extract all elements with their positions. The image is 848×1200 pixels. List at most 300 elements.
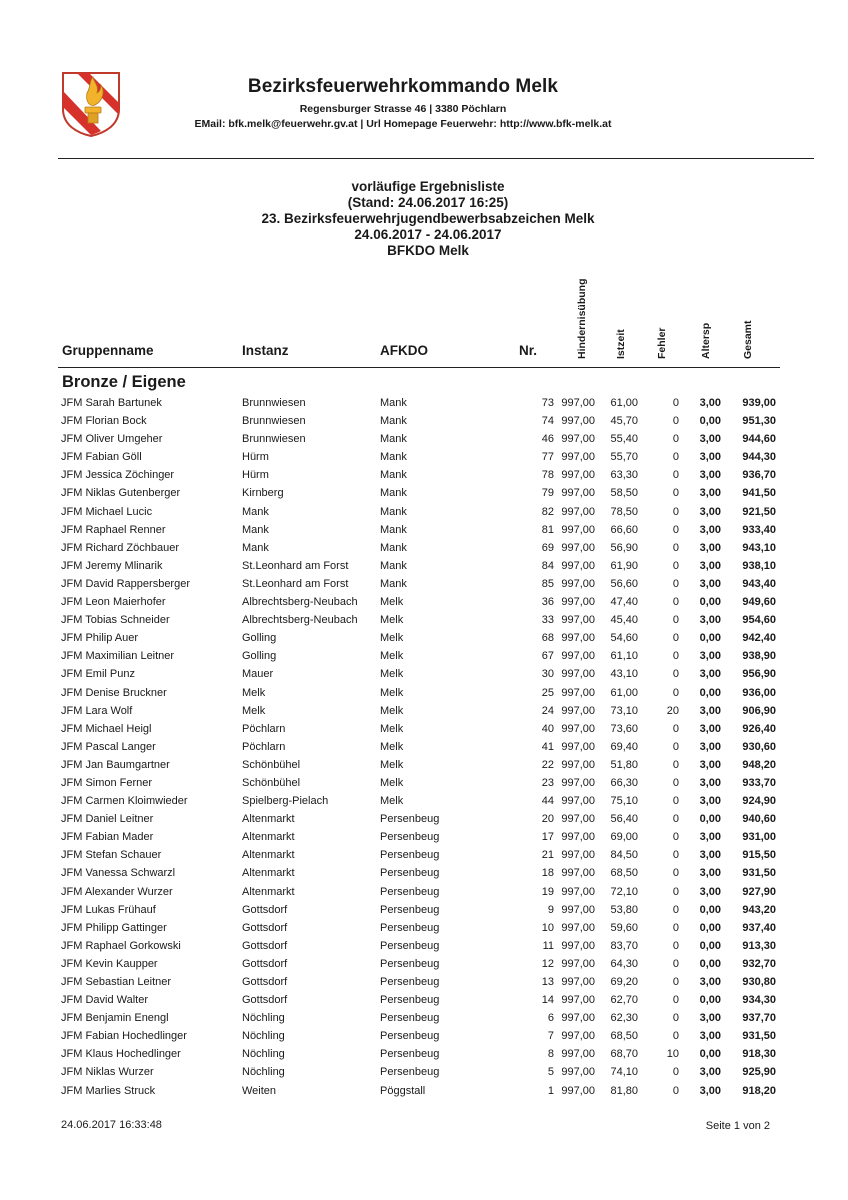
hindernis-value: 997,00 [561, 849, 595, 862]
table-row [0, 974, 848, 992]
participant-nr: 69 [541, 541, 554, 554]
participant-name: JFM Daniel Leitner [61, 813, 154, 826]
istzeit-value: 62,70 [610, 994, 638, 1007]
table-row [0, 1028, 848, 1046]
table-row [0, 467, 848, 485]
table-row [0, 449, 848, 467]
participant-afkdo: Persenbeug [380, 903, 440, 916]
participant-afkdo: Persenbeug [380, 1030, 440, 1043]
altersp-value: 0,00 [699, 813, 721, 826]
table-row [0, 865, 848, 883]
gesamt-value: 936,00 [742, 686, 776, 699]
istzeit-value: 69,40 [610, 740, 638, 753]
participant-instanz: Brunnwiesen [242, 415, 306, 428]
gesamt-value: 925,90 [742, 1066, 776, 1079]
istzeit-value: 63,30 [610, 469, 638, 482]
participant-nr: 8 [547, 1048, 554, 1061]
table-row [0, 829, 848, 847]
altersp-value: 3,00 [699, 867, 721, 880]
participant-name: JFM Tobias Schneider [61, 614, 170, 627]
altersp-value: 0,00 [699, 415, 721, 428]
table-row [0, 612, 848, 630]
hindernis-value: 997,00 [561, 939, 595, 952]
altersp-value: 3,00 [699, 487, 721, 500]
participant-instanz: Albrechtsberg-Neubach [242, 596, 358, 609]
hindernis-value: 997,00 [561, 740, 595, 753]
gesamt-value: 943,20 [742, 903, 776, 916]
istzeit-value: 83,70 [610, 939, 638, 952]
table-row [0, 703, 848, 721]
altersp-value: 0,00 [699, 596, 721, 609]
participant-afkdo: Melk [380, 722, 404, 735]
altersp-value: 0,00 [699, 632, 721, 645]
gesamt-value: 930,80 [742, 976, 776, 988]
participant-instanz: Altenmarkt [242, 849, 295, 862]
hindernis-value: 997,00 [561, 776, 595, 789]
fehler-value: 0 [672, 1066, 679, 1079]
fehler-value: 0 [672, 415, 679, 428]
altersp-value: 3,00 [699, 523, 721, 536]
hindernis-value: 997,00 [561, 957, 595, 970]
istzeit-value: 68,50 [610, 1030, 638, 1043]
hindernis-value: 997,00 [561, 921, 595, 934]
report-event-line: 23. Bezirksfeuerwehrjugendbewerbsabzeichen Melk [261, 211, 595, 226]
istzeit-value: 53,80 [610, 903, 638, 916]
altersp-value: 3,00 [699, 885, 721, 898]
istzeit-value: 55,40 [610, 433, 638, 446]
participant-name: JFM Jan Baumgartner [61, 758, 170, 771]
istzeit-value: 45,70 [610, 415, 638, 428]
altersp-value: 3,00 [699, 1030, 721, 1043]
altersp-value: 3,00 [699, 849, 721, 862]
table-row [0, 522, 848, 540]
participant-nr: 23 [541, 776, 554, 789]
participant-nr: 5 [547, 1066, 554, 1079]
participant-instanz: Gottsdorf [242, 957, 288, 970]
hindernis-value: 997,00 [561, 976, 595, 988]
table-row [0, 630, 848, 648]
participant-afkdo: Persenbeug [380, 813, 440, 826]
hindernis-value: 997,00 [561, 704, 595, 717]
istzeit-value: 61,00 [610, 397, 638, 409]
istzeit-value: 54,60 [610, 632, 638, 645]
participant-afkdo: Persenbeug [380, 885, 440, 898]
istzeit-value: 58,50 [610, 487, 638, 500]
gesamt-value: 906,90 [742, 704, 776, 717]
hindernis-value: 997,00 [561, 487, 595, 500]
participant-instanz: Nöchling [242, 1048, 285, 1061]
gesamt-value: 915,50 [742, 849, 776, 862]
istzeit-value: 56,40 [610, 813, 638, 826]
participant-afkdo: Persenbeug [380, 1012, 440, 1025]
gesamt-value: 938,90 [742, 650, 776, 663]
fehler-value: 0 [672, 994, 679, 1007]
gesamt-value: 938,10 [742, 559, 776, 572]
participant-afkdo: Melk [380, 596, 404, 609]
fehler-value: 0 [672, 813, 679, 826]
participant-nr: 21 [541, 849, 554, 862]
participant-instanz: Gottsdorf [242, 976, 288, 988]
participant-afkdo: Mank [380, 541, 407, 554]
fehler-value: 0 [672, 451, 679, 464]
gesamt-value: 931,50 [742, 867, 776, 880]
participant-instanz: Gottsdorf [242, 903, 288, 916]
istzeit-value: 64,30 [610, 957, 638, 970]
altersp-value: 3,00 [699, 1012, 721, 1025]
fehler-value: 0 [672, 469, 679, 482]
gesamt-value: 933,40 [742, 523, 776, 536]
table-row [0, 811, 848, 829]
gesamt-value: 930,60 [742, 740, 776, 753]
altersp-value: 3,00 [699, 559, 721, 572]
istzeit-value: 74,10 [610, 1066, 638, 1079]
fehler-value: 10 [666, 1048, 679, 1061]
altersp-value: 0,00 [699, 994, 721, 1007]
participant-nr: 19 [541, 885, 554, 898]
participant-instanz: Melk [242, 686, 266, 699]
fire-brigade-emblem-icon [61, 71, 121, 137]
fehler-value: 0 [672, 559, 679, 572]
fehler-value: 0 [672, 433, 679, 446]
altersp-value: 3,00 [699, 722, 721, 735]
participant-afkdo: Melk [380, 632, 404, 645]
gesamt-value: 931,50 [742, 1030, 776, 1043]
fehler-value: 0 [672, 885, 679, 898]
altersp-value: 3,00 [699, 397, 721, 409]
participant-nr: 10 [541, 921, 554, 934]
hindernis-value: 997,00 [561, 614, 595, 627]
hindernis-value: 997,00 [561, 1048, 595, 1061]
participant-name: JFM Pascal Langer [61, 740, 156, 753]
participant-instanz: Kirnberg [242, 487, 284, 500]
participant-nr: 78 [541, 469, 554, 482]
participant-afkdo: Persenbeug [380, 994, 440, 1007]
table-row [0, 648, 848, 666]
participant-afkdo: Melk [380, 686, 404, 699]
istzeit-value: 43,10 [610, 668, 638, 681]
organization-contact: EMail: bfk.melk@feuerwehr.gv.at | Url Homepage Feuerwehr: http://www.bfk-melk.at [194, 118, 612, 130]
fehler-value: 0 [672, 939, 679, 952]
hindernis-value: 997,00 [561, 433, 595, 446]
fehler-value: 0 [672, 523, 679, 536]
altersp-value: 0,00 [699, 939, 721, 952]
participant-afkdo: Melk [380, 668, 404, 681]
participant-nr: 7 [547, 1030, 554, 1043]
hindernis-value: 997,00 [561, 541, 595, 554]
report-date-line: 24.06.2017 - 24.06.2017 [354, 227, 502, 242]
participant-name: JFM Sebastian Leitner [61, 976, 172, 988]
istzeit-value: 56,60 [610, 577, 638, 590]
participant-name: JFM Philipp Gattinger [61, 921, 167, 934]
participant-nr: 22 [541, 758, 554, 771]
hindernis-value: 997,00 [561, 1066, 595, 1079]
participant-name: JFM Raphael Renner [61, 523, 166, 536]
participant-nr: 79 [541, 487, 554, 500]
participant-name: JFM David Walter [61, 994, 148, 1007]
gesamt-value: 926,40 [742, 722, 776, 735]
istzeit-value: 75,10 [610, 795, 638, 808]
table-row [0, 504, 848, 522]
hindernis-value: 997,00 [561, 831, 595, 844]
fehler-value: 0 [672, 541, 679, 554]
participant-name: JFM Marlies Struck [61, 1084, 156, 1097]
participant-instanz: Altenmarkt [242, 867, 295, 880]
hindernis-value: 997,00 [561, 1012, 595, 1025]
participant-instanz: Spielberg-Pielach [242, 795, 329, 808]
altersp-value: 3,00 [699, 776, 721, 789]
participant-afkdo: Melk [380, 740, 404, 753]
participant-name: JFM Vanessa Schwarzl [61, 867, 176, 880]
participant-name: JFM Jeremy Mlinarik [61, 559, 163, 572]
fehler-value: 0 [672, 632, 679, 645]
hindernis-value: 997,00 [561, 722, 595, 735]
participant-nr: 73 [541, 397, 554, 409]
istzeit-value: 69,20 [610, 976, 638, 988]
participant-afkdo: Melk [380, 704, 404, 717]
table-row [0, 576, 848, 594]
participant-name: JFM Denise Bruckner [61, 686, 167, 699]
istzeit-value: 69,00 [610, 831, 638, 844]
participant-nr: 67 [541, 650, 554, 663]
participant-afkdo: Mank [380, 433, 407, 446]
table-row [0, 721, 848, 739]
altersp-value: 3,00 [699, 704, 721, 717]
table-row [0, 992, 848, 1010]
column-header-instanz: Instanz [242, 343, 289, 358]
altersp-value: 3,00 [699, 650, 721, 663]
participant-afkdo: Melk [380, 650, 404, 663]
istzeit-value: 72,10 [610, 885, 638, 898]
participant-name: JFM Klaus Hochedlinger [61, 1048, 181, 1061]
participant-instanz: Gottsdorf [242, 939, 288, 952]
participant-name: JFM Lara Wolf [61, 704, 133, 717]
table-row [0, 685, 848, 703]
fehler-value: 0 [672, 740, 679, 753]
table-row [0, 1046, 848, 1064]
participant-instanz: Schönbühel [242, 776, 301, 789]
hindernis-value: 997,00 [561, 559, 595, 572]
fehler-value: 0 [672, 831, 679, 844]
fehler-value: 0 [672, 686, 679, 699]
istzeit-value: 66,60 [610, 523, 638, 536]
table-row [0, 793, 848, 811]
gesamt-value: 931,00 [742, 831, 776, 844]
istzeit-value: 61,10 [610, 650, 638, 663]
participant-nr: 82 [541, 505, 554, 518]
participant-instanz: Altenmarkt [242, 813, 295, 826]
participant-nr: 46 [541, 433, 554, 446]
participant-afkdo: Persenbeug [380, 1048, 440, 1061]
participant-afkdo: Mank [380, 397, 407, 409]
participant-afkdo: Melk [380, 614, 404, 627]
gesamt-value: 924,90 [742, 795, 776, 808]
hindernis-value: 997,00 [561, 668, 595, 681]
hindernis-value: 997,00 [561, 523, 595, 536]
table-row [0, 902, 848, 920]
participant-nr: 24 [541, 704, 554, 717]
table-row [0, 431, 848, 449]
table-row [0, 920, 848, 938]
section-heading: Bronze / Eigene [62, 373, 186, 391]
hindernis-value: 997,00 [561, 397, 595, 409]
participant-nr: 33 [541, 614, 554, 627]
fehler-value: 0 [672, 957, 679, 970]
participant-afkdo: Melk [380, 758, 404, 771]
table-row [0, 775, 848, 793]
participant-afkdo: Mank [380, 451, 407, 464]
gesamt-value: 927,90 [742, 885, 776, 898]
participant-afkdo: Mank [380, 559, 407, 572]
participant-instanz: Mank [242, 523, 269, 536]
altersp-value: 0,00 [699, 957, 721, 970]
gesamt-value: 933,70 [742, 776, 776, 789]
participant-instanz: Golling [242, 650, 277, 663]
organization-address: Regensburger Strasse 46 | 3380 Pöchlarn [299, 103, 507, 115]
istzeit-value: 51,80 [610, 758, 638, 771]
hindernis-value: 997,00 [561, 994, 595, 1007]
participant-nr: 9 [547, 903, 554, 916]
gesamt-value: 948,20 [742, 758, 776, 771]
participant-afkdo: Persenbeug [380, 1066, 440, 1079]
participant-instanz: Altenmarkt [242, 831, 295, 844]
table-row [0, 938, 848, 956]
table-row [0, 1064, 848, 1082]
participant-nr: 14 [541, 994, 554, 1007]
participant-name: JFM Kevin Kaupper [61, 957, 158, 970]
header-divider [58, 158, 814, 159]
participant-name: JFM Niklas Wurzer [61, 1066, 154, 1079]
altersp-value: 3,00 [699, 976, 721, 988]
participant-nr: 18 [541, 867, 554, 880]
hindernis-value: 997,00 [561, 632, 595, 645]
participant-instanz: Altenmarkt [242, 885, 295, 898]
column-header-afkdo: AFKDO [380, 343, 428, 358]
gesamt-value: 934,30 [742, 994, 776, 1007]
fehler-value: 0 [672, 397, 679, 409]
gesamt-value: 918,30 [742, 1048, 776, 1061]
istzeit-value: 73,10 [610, 704, 638, 717]
table-row [0, 485, 848, 503]
fehler-value: 0 [672, 1084, 679, 1097]
istzeit-value: 55,70 [610, 451, 638, 464]
participant-instanz: Mauer [242, 668, 274, 681]
gesamt-value: 943,10 [742, 541, 776, 554]
gesamt-value: 943,40 [742, 577, 776, 590]
istzeit-value: 68,70 [610, 1048, 638, 1061]
table-row [0, 1010, 848, 1028]
altersp-value: 3,00 [699, 433, 721, 446]
participant-name: JFM Fabian Hochedlinger [61, 1030, 187, 1043]
participant-instanz: Brunnwiesen [242, 433, 306, 446]
results-table [0, 395, 848, 1101]
participant-afkdo: Mank [380, 487, 407, 500]
hindernis-value: 997,00 [561, 469, 595, 482]
participant-afkdo: Persenbeug [380, 867, 440, 880]
altersp-value: 3,00 [699, 451, 721, 464]
gesamt-value: 949,60 [742, 596, 776, 609]
table-row [0, 956, 848, 974]
gesamt-value: 937,40 [742, 921, 776, 934]
participant-instanz: St.Leonhard am Forst [242, 559, 349, 572]
participant-name: JFM Richard Zöchbauer [61, 541, 179, 554]
participant-name: JFM Lukas Frühauf [61, 903, 156, 916]
fehler-value: 0 [672, 668, 679, 681]
fehler-value: 0 [672, 1012, 679, 1025]
participant-afkdo: Mank [380, 577, 407, 590]
gesamt-value: 939,00 [742, 397, 776, 409]
gesamt-value: 956,90 [742, 668, 776, 681]
hindernis-value: 997,00 [561, 596, 595, 609]
hindernis-value: 997,00 [561, 686, 595, 699]
altersp-value: 3,00 [699, 614, 721, 627]
istzeit-value: 61,90 [610, 559, 638, 572]
participant-afkdo: Persenbeug [380, 849, 440, 862]
participant-name: JFM Simon Ferner [61, 776, 153, 789]
participant-afkdo: Mank [380, 469, 407, 482]
hindernis-value: 997,00 [561, 885, 595, 898]
participant-instanz: Gottsdorf [242, 994, 288, 1007]
participant-name: JFM Alexander Wurzer [61, 885, 173, 898]
altersp-value: 3,00 [699, 831, 721, 844]
table-row [0, 395, 848, 413]
fehler-value: 0 [672, 903, 679, 916]
participant-name: JFM Michael Lucic [61, 505, 153, 518]
altersp-value: 0,00 [699, 903, 721, 916]
participant-nr: 17 [541, 831, 554, 844]
fehler-value: 0 [672, 976, 679, 988]
participant-name: JFM Maximilian Leitner [61, 650, 175, 663]
altersp-value: 0,00 [699, 921, 721, 934]
participant-nr: 30 [541, 668, 554, 681]
participant-nr: 11 [542, 939, 554, 952]
participant-afkdo: Pöggstall [380, 1084, 426, 1097]
hindernis-value: 997,00 [561, 1030, 595, 1043]
gesamt-value: 937,70 [742, 1012, 776, 1025]
fehler-value: 0 [672, 795, 679, 808]
column-header-gruppenname: Gruppenname [62, 343, 154, 358]
participant-instanz: Gottsdorf [242, 921, 288, 934]
table-row [0, 413, 848, 431]
hindernis-value: 997,00 [561, 415, 595, 428]
participant-name: JFM Stefan Schauer [61, 849, 162, 862]
participant-instanz: Nöchling [242, 1030, 285, 1043]
participant-instanz: Mank [242, 505, 269, 518]
participant-instanz: Melk [242, 704, 266, 717]
altersp-value: 3,00 [699, 668, 721, 681]
fehler-value: 0 [672, 776, 679, 789]
participant-nr: 77 [541, 451, 554, 464]
istzeit-value: 66,30 [610, 776, 638, 789]
hindernis-value: 997,00 [561, 813, 595, 826]
participant-nr: 12 [541, 957, 554, 970]
participant-nr: 40 [541, 722, 554, 735]
table-row [0, 1083, 848, 1101]
participant-instanz: Pöchlarn [242, 722, 286, 735]
participant-afkdo: Mank [380, 415, 407, 428]
participant-name: JFM Fabian Göll [61, 451, 142, 464]
istzeit-value: 45,40 [610, 614, 638, 627]
participant-afkdo: Mank [380, 523, 407, 536]
participant-name: JFM Leon Maierhofer [61, 596, 166, 609]
participant-nr: 68 [541, 632, 554, 645]
istzeit-value: 73,60 [610, 722, 638, 735]
participant-nr: 74 [541, 415, 554, 428]
participant-nr: 6 [547, 1012, 554, 1025]
report-status-line: (Stand: 24.06.2017 16:25) [347, 195, 509, 210]
hindernis-value: 997,00 [561, 505, 595, 518]
gesamt-value: 921,50 [742, 505, 776, 518]
istzeit-value: 62,30 [610, 1012, 638, 1025]
